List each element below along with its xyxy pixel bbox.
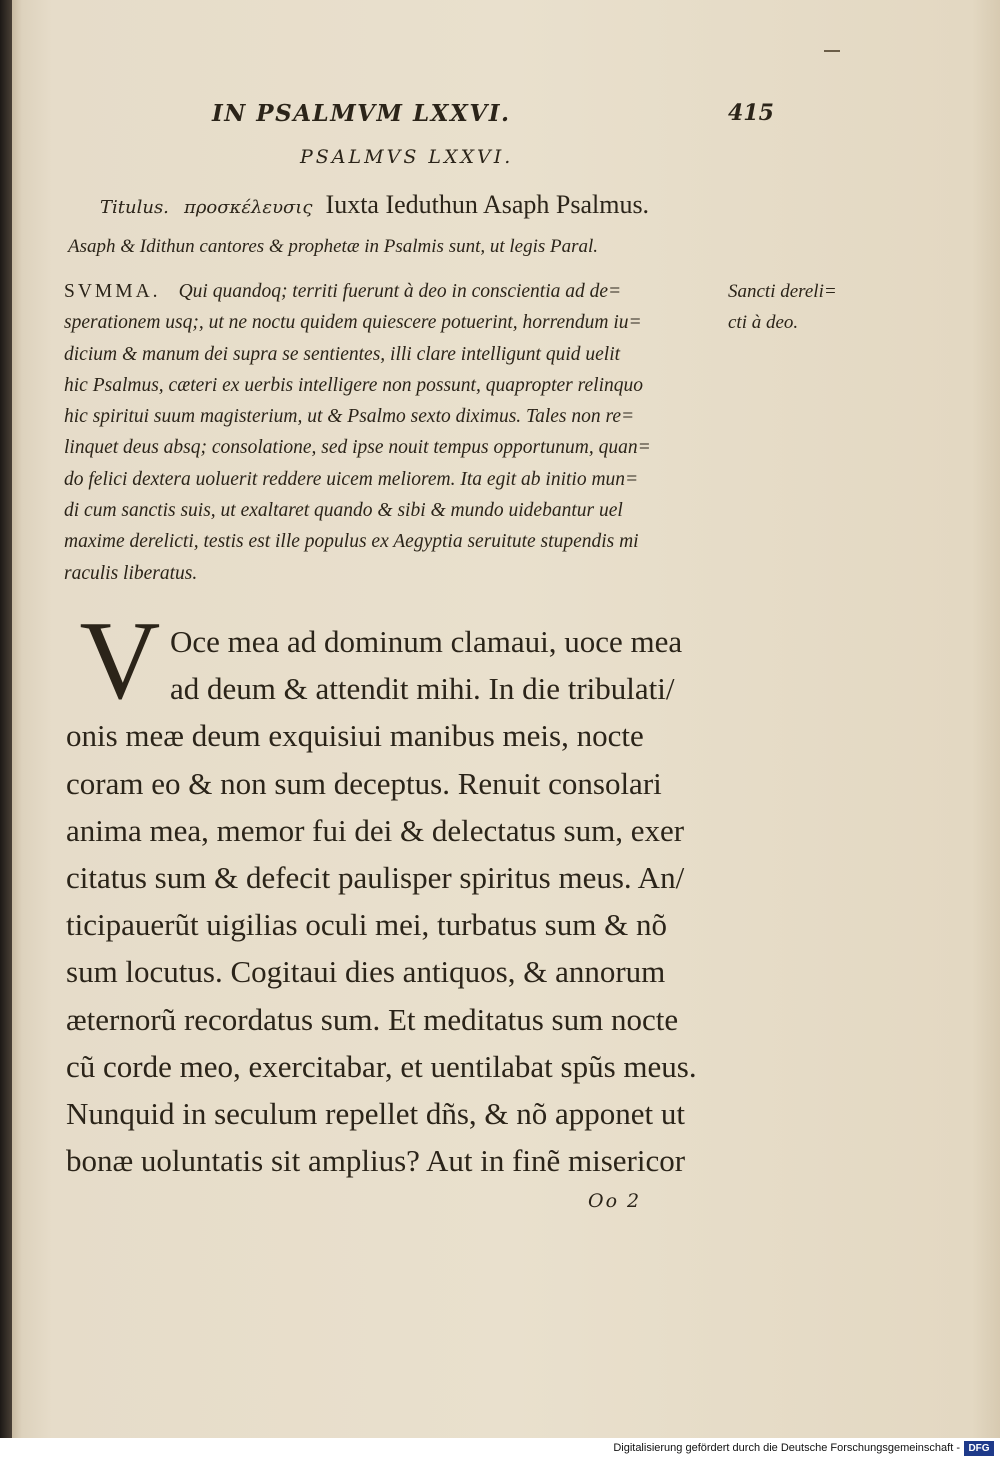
folio-number: 415 bbox=[728, 100, 774, 126]
body-line: citatus sum & defecit paulisper spiritus meus. An/ bbox=[66, 860, 685, 896]
titulus-label: Titulus. bbox=[100, 197, 169, 218]
footer-bar bbox=[0, 1438, 1000, 1462]
summa-label: SVMMA. bbox=[64, 281, 161, 302]
dfg-logo-icon: DFG bbox=[964, 1441, 994, 1456]
body-line: Nunquid in seculum repellet dñs, & nõ apponet ut bbox=[66, 1096, 686, 1132]
paper-leaf bbox=[12, 0, 1000, 1438]
body-line: cũ corde meo, exercitabar, et uentilabat spũs meus. bbox=[66, 1048, 697, 1084]
body-line: sum locutus. Cogitaui dies antiquos, & annorum bbox=[66, 954, 666, 990]
running-head: IN PSALMVM LXXVI. bbox=[212, 100, 511, 127]
summa-line: di cum sanctis suis, ut exaltaret quando & sibi & mundo uidebantur uel bbox=[64, 500, 623, 522]
summa-paragraph bbox=[64, 276, 724, 589]
body-line: ticipauerũt uigilias oculi mei, turbatus sum & nõ bbox=[66, 907, 667, 943]
body-line: anima mea, memor fui dei & delectatus sum, exer bbox=[66, 812, 685, 848]
summa-line: dicium & manum dei supra se sentientes, illi clare intelligunt quid uelit bbox=[64, 343, 621, 365]
summa-line: raculis liberatus. bbox=[64, 562, 198, 584]
asaph-note: Asaph & Idithun cantores & prophetæ in Psalmis sunt, ut legis Paral. bbox=[68, 236, 599, 257]
book-gutter bbox=[0, 0, 12, 1438]
body-line: bonæ uoluntatis sit amplius? Aut in finẽ misericor bbox=[66, 1143, 686, 1179]
initial-letter: V bbox=[79, 606, 161, 712]
titulus-line bbox=[100, 190, 649, 220]
summa-line: SVMMA. Qui quandoq; territi fuerunt à deo in conscientia ad de= bbox=[64, 281, 622, 302]
body-line: ad deum & attendit mihi. In die tribulati/ bbox=[170, 671, 675, 707]
margin-note bbox=[728, 276, 837, 338]
psalm-title: PSALMVS LXXVI. bbox=[300, 146, 514, 168]
psalm-body bbox=[66, 618, 726, 1184]
body-line: æternorũ recordatus sum. Et meditatus sum nocte bbox=[66, 1001, 679, 1037]
body-line: Oce mea ad dominum clamaui, uoce mea bbox=[170, 624, 683, 659]
margin-note-line: cti à deo. bbox=[728, 312, 799, 333]
summa-line: hic spiritui suum magisterium, ut & Psalmo sexto diximus. Tales non re= bbox=[64, 406, 635, 428]
summa-line: maxime derelicti, testis est ille populus ex Aegyptia seruitute stupendis mi bbox=[64, 531, 639, 553]
titulus-greek: προσκέλευσις bbox=[184, 197, 313, 218]
summa-line: hic Psalmus, cæteri ex uerbis intelligere non possunt, quapropter relinquo bbox=[64, 374, 643, 396]
funding-credit: Digitalisierung gefördert durch die Deutsche Forschungsgemeinschaft - bbox=[613, 1442, 960, 1454]
signature-mark: Oo 2 bbox=[588, 1190, 642, 1212]
summa-line: linquet deus absq; consolatione, sed ipse nouit tempus opportunum, quan= bbox=[64, 437, 651, 459]
titulus-text: Iuxta Ieduthun Asaph Psalmus. bbox=[325, 190, 650, 219]
ink-mark bbox=[824, 50, 840, 52]
body-line: coram eo & non sum deceptus. Renuit consolari bbox=[66, 765, 662, 801]
summa-line: sperationem usq;, ut ne noctu quidem quiescere potuerint, horrendum iu= bbox=[64, 312, 642, 334]
body-line: onis meæ deum exquisiui manibus meis, nocte bbox=[66, 718, 644, 754]
summa-line: do felici dextera uoluerit reddere uicem meliorem. Ita egit ab initio mun= bbox=[64, 468, 639, 490]
margin-note-line: Sancti dereli= bbox=[728, 281, 837, 302]
